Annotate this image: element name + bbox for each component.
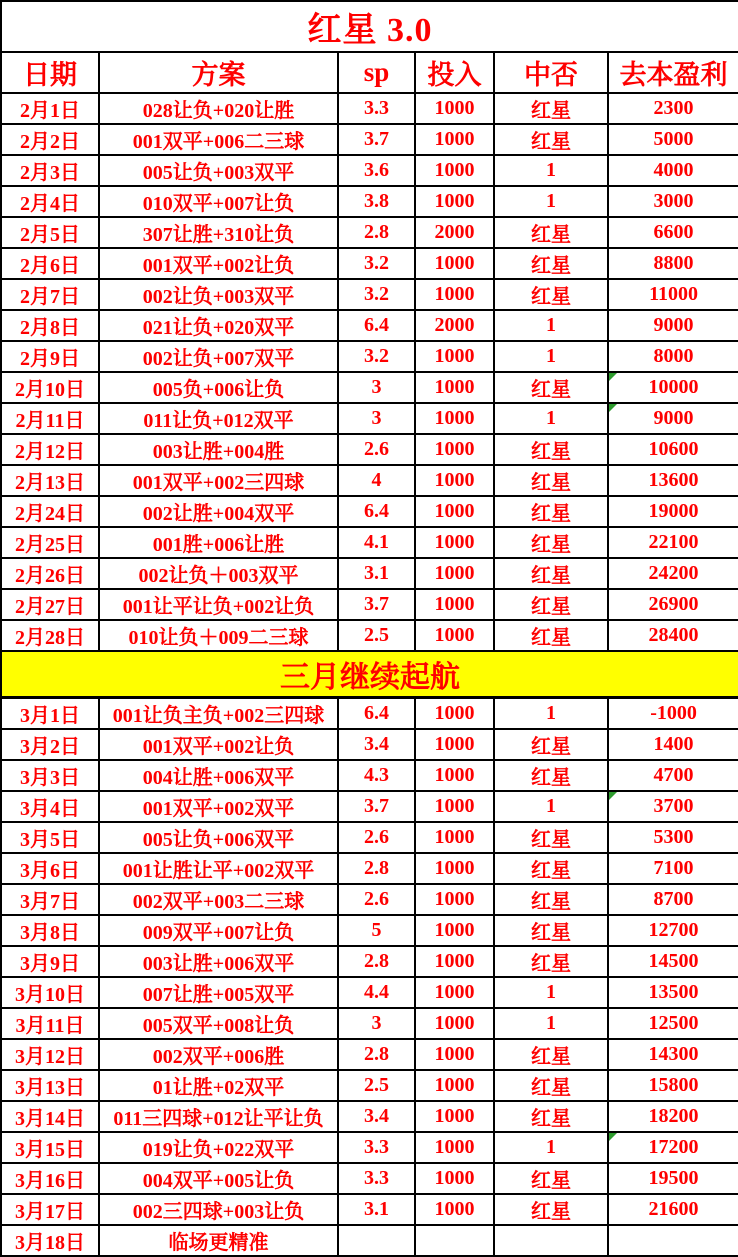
table-row — [1, 124, 738, 155]
cell-stake: 1000 — [415, 1101, 494, 1132]
cell-stake: 1000 — [415, 620, 494, 651]
cell-sp: 4.4 — [338, 977, 415, 1008]
table-row — [1, 279, 738, 310]
cell-hit — [494, 1225, 608, 1256]
cell-date: 3月17日 — [1, 1194, 99, 1225]
cell-sp: 2.6 — [338, 884, 415, 915]
cell-plan: 01让胜+02双平 — [99, 1070, 338, 1101]
cell-stake: 1000 — [415, 93, 494, 124]
cell-plan: 004让胜+006双平 — [99, 760, 338, 791]
cell-hit: 红星 — [494, 496, 608, 527]
cell-stake: 1000 — [415, 558, 494, 589]
cell-stake: 1000 — [415, 1132, 494, 1163]
cell-hit: 1 — [494, 310, 608, 341]
cell-hit: 红星 — [494, 620, 608, 651]
cell-plan: 002让负＋003双平 — [99, 558, 338, 589]
cell-plan: 001双平+002让负 — [99, 729, 338, 760]
cell-hit: 红星 — [494, 279, 608, 310]
cell-stake: 1000 — [415, 403, 494, 434]
cell-hit: 1 — [494, 155, 608, 186]
cell-stake: 1000 — [415, 341, 494, 372]
cell-date: 2月8日 — [1, 310, 99, 341]
cell-sp: 2.5 — [338, 620, 415, 651]
cell-stake: 2000 — [415, 217, 494, 248]
table-head — [1, 1, 738, 93]
cell-plan: 005让负+003双平 — [99, 155, 338, 186]
cell-plan: 011三四球+012让平让负 — [99, 1101, 338, 1132]
cell-profit: 3700 — [608, 791, 738, 822]
cell-date: 3月15日 — [1, 1132, 99, 1163]
cell-plan: 002三四球+003让负 — [99, 1194, 338, 1225]
cell-sp: 2.8 — [338, 217, 415, 248]
cell-sp: 2.6 — [338, 822, 415, 853]
cell-profit: 3000 — [608, 186, 738, 217]
table-row — [1, 760, 738, 791]
table-row — [1, 248, 738, 279]
cell-sp: 3.1 — [338, 1194, 415, 1225]
cell-sp: 6.4 — [338, 310, 415, 341]
table-row — [1, 915, 738, 946]
cell-profit: 8000 — [608, 341, 738, 372]
cell-sp: 3.3 — [338, 1163, 415, 1194]
cell-hit: 红星 — [494, 853, 608, 884]
cell-sp: 4 — [338, 465, 415, 496]
table-row — [1, 465, 738, 496]
table-row — [1, 1039, 738, 1070]
cell-plan: 002双平+003二三球 — [99, 884, 338, 915]
cell-sp: 3.2 — [338, 279, 415, 310]
cell-stake: 1000 — [415, 1039, 494, 1070]
cell-date: 2月1日 — [1, 93, 99, 124]
cell-stake: 1000 — [415, 496, 494, 527]
cell-sp: 2.5 — [338, 1070, 415, 1101]
cell-sp: 5 — [338, 915, 415, 946]
cell-date: 3月11日 — [1, 1008, 99, 1039]
cell-plan: 010双平+007让负 — [99, 186, 338, 217]
cell-sp: 3.4 — [338, 729, 415, 760]
cell-hit: 红星 — [494, 729, 608, 760]
cell-date: 3月10日 — [1, 977, 99, 1008]
cell-hit: 1 — [494, 977, 608, 1008]
cell-plan: 002双平+006胜 — [99, 1039, 338, 1070]
cell-stake: 2000 — [415, 310, 494, 341]
cell-profit: 26900 — [608, 589, 738, 620]
cell-hit: 1 — [494, 403, 608, 434]
table-row — [1, 698, 738, 730]
cell-profit: 19000 — [608, 496, 738, 527]
cell-date: 3月1日 — [1, 698, 99, 730]
cell-profit: 10600 — [608, 434, 738, 465]
cell-hit: 红星 — [494, 527, 608, 558]
cell-profit: 5300 — [608, 822, 738, 853]
cell-sp: 3.7 — [338, 791, 415, 822]
cell-hit: 红星 — [494, 93, 608, 124]
cell-profit: 9000 — [608, 310, 738, 341]
cell-plan: 004双平+005让负 — [99, 1163, 338, 1194]
cell-plan: 002让负+007双平 — [99, 341, 338, 372]
cell-stake — [415, 1225, 494, 1256]
table-row — [1, 558, 738, 589]
green-corner-marker-icon — [609, 404, 617, 412]
cell-sp: 2.8 — [338, 946, 415, 977]
cell-plan: 007让胜+005双平 — [99, 977, 338, 1008]
cell-profit: 24200 — [608, 558, 738, 589]
cell-stake: 1000 — [415, 853, 494, 884]
cell-sp: 6.4 — [338, 496, 415, 527]
cell-date: 3月9日 — [1, 946, 99, 977]
cell-plan: 001让负主负+002三四球 — [99, 698, 338, 730]
cell-sp: 3.8 — [338, 186, 415, 217]
cell-date: 2月3日 — [1, 155, 99, 186]
cell-hit: 红星 — [494, 760, 608, 791]
table-row — [1, 93, 738, 124]
cell-stake: 1000 — [415, 729, 494, 760]
cell-profit: 6600 — [608, 217, 738, 248]
table-row — [1, 186, 738, 217]
cell-date: 2月26日 — [1, 558, 99, 589]
cell-stake: 1000 — [415, 1008, 494, 1039]
cell-sp: 4.1 — [338, 527, 415, 558]
cell-hit: 红星 — [494, 884, 608, 915]
cell-date: 3月3日 — [1, 760, 99, 791]
cell-stake: 1000 — [415, 527, 494, 558]
cell-stake: 1000 — [415, 465, 494, 496]
cell-plan: 001双平+002让负 — [99, 248, 338, 279]
cell-hit: 红星 — [494, 1194, 608, 1225]
cell-plan: 010让负＋009二三球 — [99, 620, 338, 651]
cell-profit: 22100 — [608, 527, 738, 558]
cell-date: 3月7日 — [1, 884, 99, 915]
table-row — [1, 977, 738, 1008]
table-row — [1, 1225, 738, 1256]
cell-plan: 001让平让负+002让负 — [99, 589, 338, 620]
cell-hit: 红星 — [494, 558, 608, 589]
cell-profit: 12500 — [608, 1008, 738, 1039]
cell-sp: 2.6 — [338, 434, 415, 465]
cell-date: 2月2日 — [1, 124, 99, 155]
cell-plan: 001双平+002三四球 — [99, 465, 338, 496]
cell-sp: 3.2 — [338, 341, 415, 372]
cell-hit: 红星 — [494, 946, 608, 977]
cell-date: 2月9日 — [1, 341, 99, 372]
cell-plan: 001双平+006二三球 — [99, 124, 338, 155]
cell-profit — [608, 1225, 738, 1256]
column-header-sp: sp — [338, 52, 415, 93]
cell-sp: 3 — [338, 403, 415, 434]
table-row — [1, 527, 738, 558]
cell-sp: 3 — [338, 372, 415, 403]
table-row — [1, 729, 738, 760]
cell-stake: 1000 — [415, 791, 494, 822]
cell-hit: 红星 — [494, 1039, 608, 1070]
table-row — [1, 822, 738, 853]
cell-hit: 1 — [494, 1008, 608, 1039]
cell-hit: 1 — [494, 698, 608, 730]
cell-date: 2月6日 — [1, 248, 99, 279]
cell-plan: 临场更精准 — [99, 1225, 338, 1256]
table-row — [1, 946, 738, 977]
cell-date: 3月16日 — [1, 1163, 99, 1194]
cell-date: 2月25日 — [1, 527, 99, 558]
cell-plan: 003让胜+006双平 — [99, 946, 338, 977]
cell-stake: 1000 — [415, 1194, 494, 1225]
table-row — [1, 791, 738, 822]
cell-profit: 2300 — [608, 93, 738, 124]
column-header-stake: 投入 — [415, 52, 494, 93]
cell-date: 3月18日 — [1, 1225, 99, 1256]
cell-sp: 2.8 — [338, 853, 415, 884]
cell-date: 3月5日 — [1, 822, 99, 853]
table-row — [1, 217, 738, 248]
cell-date: 2月28日 — [1, 620, 99, 651]
cell-stake: 1000 — [415, 186, 494, 217]
cell-plan: 002让负+003双平 — [99, 279, 338, 310]
column-header-plan: 方案 — [99, 52, 338, 93]
cell-profit: 21600 — [608, 1194, 738, 1225]
table-row — [1, 155, 738, 186]
cell-stake: 1000 — [415, 822, 494, 853]
february-rows — [1, 93, 738, 651]
cell-date: 2月24日 — [1, 496, 99, 527]
cell-profit: 12700 — [608, 915, 738, 946]
cell-plan: 005双平+008让负 — [99, 1008, 338, 1039]
title-row — [1, 1, 738, 52]
cell-plan: 009双平+007让负 — [99, 915, 338, 946]
table-row — [1, 434, 738, 465]
cell-stake: 1000 — [415, 977, 494, 1008]
cell-date: 2月7日 — [1, 279, 99, 310]
cell-date: 3月13日 — [1, 1070, 99, 1101]
cell-plan: 001双平+002双平 — [99, 791, 338, 822]
cell-stake: 1000 — [415, 1070, 494, 1101]
cell-hit: 红星 — [494, 1163, 608, 1194]
table-row — [1, 310, 738, 341]
table-row — [1, 1194, 738, 1225]
cell-profit: 8700 — [608, 884, 738, 915]
cell-sp: 3 — [338, 1008, 415, 1039]
cell-profit: 19500 — [608, 1163, 738, 1194]
cell-sp: 3.6 — [338, 155, 415, 186]
table-row — [1, 620, 738, 651]
cell-sp: 3.3 — [338, 93, 415, 124]
cell-date: 3月2日 — [1, 729, 99, 760]
cell-hit: 红星 — [494, 217, 608, 248]
cell-profit: 11000 — [608, 279, 738, 310]
cell-plan: 021让负+020双平 — [99, 310, 338, 341]
cell-profit: 10000 — [608, 372, 738, 403]
cell-profit: 1400 — [608, 729, 738, 760]
cell-date: 2月27日 — [1, 589, 99, 620]
cell-plan: 001让胜让平+002双平 — [99, 853, 338, 884]
cell-hit: 1 — [494, 1132, 608, 1163]
cell-profit: 9000 — [608, 403, 738, 434]
cell-stake: 1000 — [415, 884, 494, 915]
cell-stake: 1000 — [415, 124, 494, 155]
cell-hit: 红星 — [494, 1101, 608, 1132]
cell-date: 2月11日 — [1, 403, 99, 434]
cell-sp: 3.1 — [338, 558, 415, 589]
cell-profit: 4000 — [608, 155, 738, 186]
column-header-hit: 中否 — [494, 52, 608, 93]
cell-date: 3月6日 — [1, 853, 99, 884]
cell-date: 2月5日 — [1, 217, 99, 248]
table-row — [1, 853, 738, 884]
cell-profit: 13500 — [608, 977, 738, 1008]
cell-profit: 15800 — [608, 1070, 738, 1101]
cell-stake: 1000 — [415, 915, 494, 946]
cell-sp: 2.8 — [338, 1039, 415, 1070]
cell-stake: 1000 — [415, 434, 494, 465]
march-rows — [1, 698, 738, 1257]
cell-plan: 002让胜+004双平 — [99, 496, 338, 527]
cell-profit: 4700 — [608, 760, 738, 791]
cell-plan: 003让胜+004胜 — [99, 434, 338, 465]
cell-plan: 011让负+012双平 — [99, 403, 338, 434]
cell-hit: 红星 — [494, 915, 608, 946]
cell-hit: 红星 — [494, 822, 608, 853]
column-header-date: 日期 — [1, 52, 99, 93]
cell-sp: 3.3 — [338, 1132, 415, 1163]
cell-date: 2月10日 — [1, 372, 99, 403]
cell-stake: 1000 — [415, 760, 494, 791]
cell-profit: 18200 — [608, 1101, 738, 1132]
cell-sp: 3.4 — [338, 1101, 415, 1132]
cell-stake: 1000 — [415, 248, 494, 279]
cell-plan: 307让胜+310让负 — [99, 217, 338, 248]
table-row — [1, 341, 738, 372]
table-row — [1, 372, 738, 403]
green-corner-marker-icon — [609, 792, 617, 800]
cell-sp: 4.3 — [338, 760, 415, 791]
cell-hit: 红星 — [494, 372, 608, 403]
cell-sp — [338, 1225, 415, 1256]
cell-plan: 019让负+022双平 — [99, 1132, 338, 1163]
cell-stake: 1000 — [415, 946, 494, 977]
table-row — [1, 496, 738, 527]
table-row — [1, 884, 738, 915]
cell-stake: 1000 — [415, 372, 494, 403]
cell-date: 3月12日 — [1, 1039, 99, 1070]
cell-plan: 005让负+006双平 — [99, 822, 338, 853]
cell-stake: 1000 — [415, 1163, 494, 1194]
cell-date: 3月4日 — [1, 791, 99, 822]
cell-sp: 6.4 — [338, 698, 415, 730]
cell-sp: 3.7 — [338, 124, 415, 155]
cell-profit: 5000 — [608, 124, 738, 155]
cell-profit: 28400 — [608, 620, 738, 651]
banner-row — [1, 651, 738, 698]
cell-date: 3月8日 — [1, 915, 99, 946]
cell-profit: 17200 — [608, 1132, 738, 1163]
cell-profit: 14300 — [608, 1039, 738, 1070]
march-banner: 三月继续起航 — [1, 651, 738, 698]
cell-stake: 1000 — [415, 589, 494, 620]
cell-profit: -1000 — [608, 698, 738, 730]
banner-section — [1, 651, 738, 698]
green-corner-marker-icon — [609, 1133, 617, 1141]
table-row — [1, 1132, 738, 1163]
table-row — [1, 589, 738, 620]
cell-date: 3月14日 — [1, 1101, 99, 1132]
cell-profit: 8800 — [608, 248, 738, 279]
cell-plan: 001胜+006让胜 — [99, 527, 338, 558]
cell-plan: 028让负+020让胜 — [99, 93, 338, 124]
cell-hit: 红星 — [494, 465, 608, 496]
cell-date: 2月13日 — [1, 465, 99, 496]
cell-hit: 1 — [494, 341, 608, 372]
cell-hit: 红星 — [494, 124, 608, 155]
cell-hit: 1 — [494, 186, 608, 217]
table-row — [1, 403, 738, 434]
cell-hit: 1 — [494, 791, 608, 822]
cell-stake: 1000 — [415, 155, 494, 186]
cell-date: 2月12日 — [1, 434, 99, 465]
cell-profit: 7100 — [608, 853, 738, 884]
green-corner-marker-icon — [609, 373, 617, 381]
cell-date: 2月4日 — [1, 186, 99, 217]
cell-hit: 红星 — [494, 1070, 608, 1101]
cell-hit: 红星 — [494, 589, 608, 620]
cell-profit: 14500 — [608, 946, 738, 977]
cell-plan: 005负+006让负 — [99, 372, 338, 403]
cell-sp: 3.7 — [338, 589, 415, 620]
cell-sp: 3.2 — [338, 248, 415, 279]
cell-stake: 1000 — [415, 279, 494, 310]
page-title: 红星 3.0 — [1, 1, 738, 52]
table-row — [1, 1101, 738, 1132]
table-row — [1, 1163, 738, 1194]
cell-hit: 红星 — [494, 248, 608, 279]
cell-profit: 13600 — [608, 465, 738, 496]
header-row — [1, 52, 738, 93]
column-header-profit: 去本盈利 — [608, 52, 738, 93]
table-row — [1, 1008, 738, 1039]
cell-stake: 1000 — [415, 698, 494, 730]
cell-hit: 红星 — [494, 434, 608, 465]
